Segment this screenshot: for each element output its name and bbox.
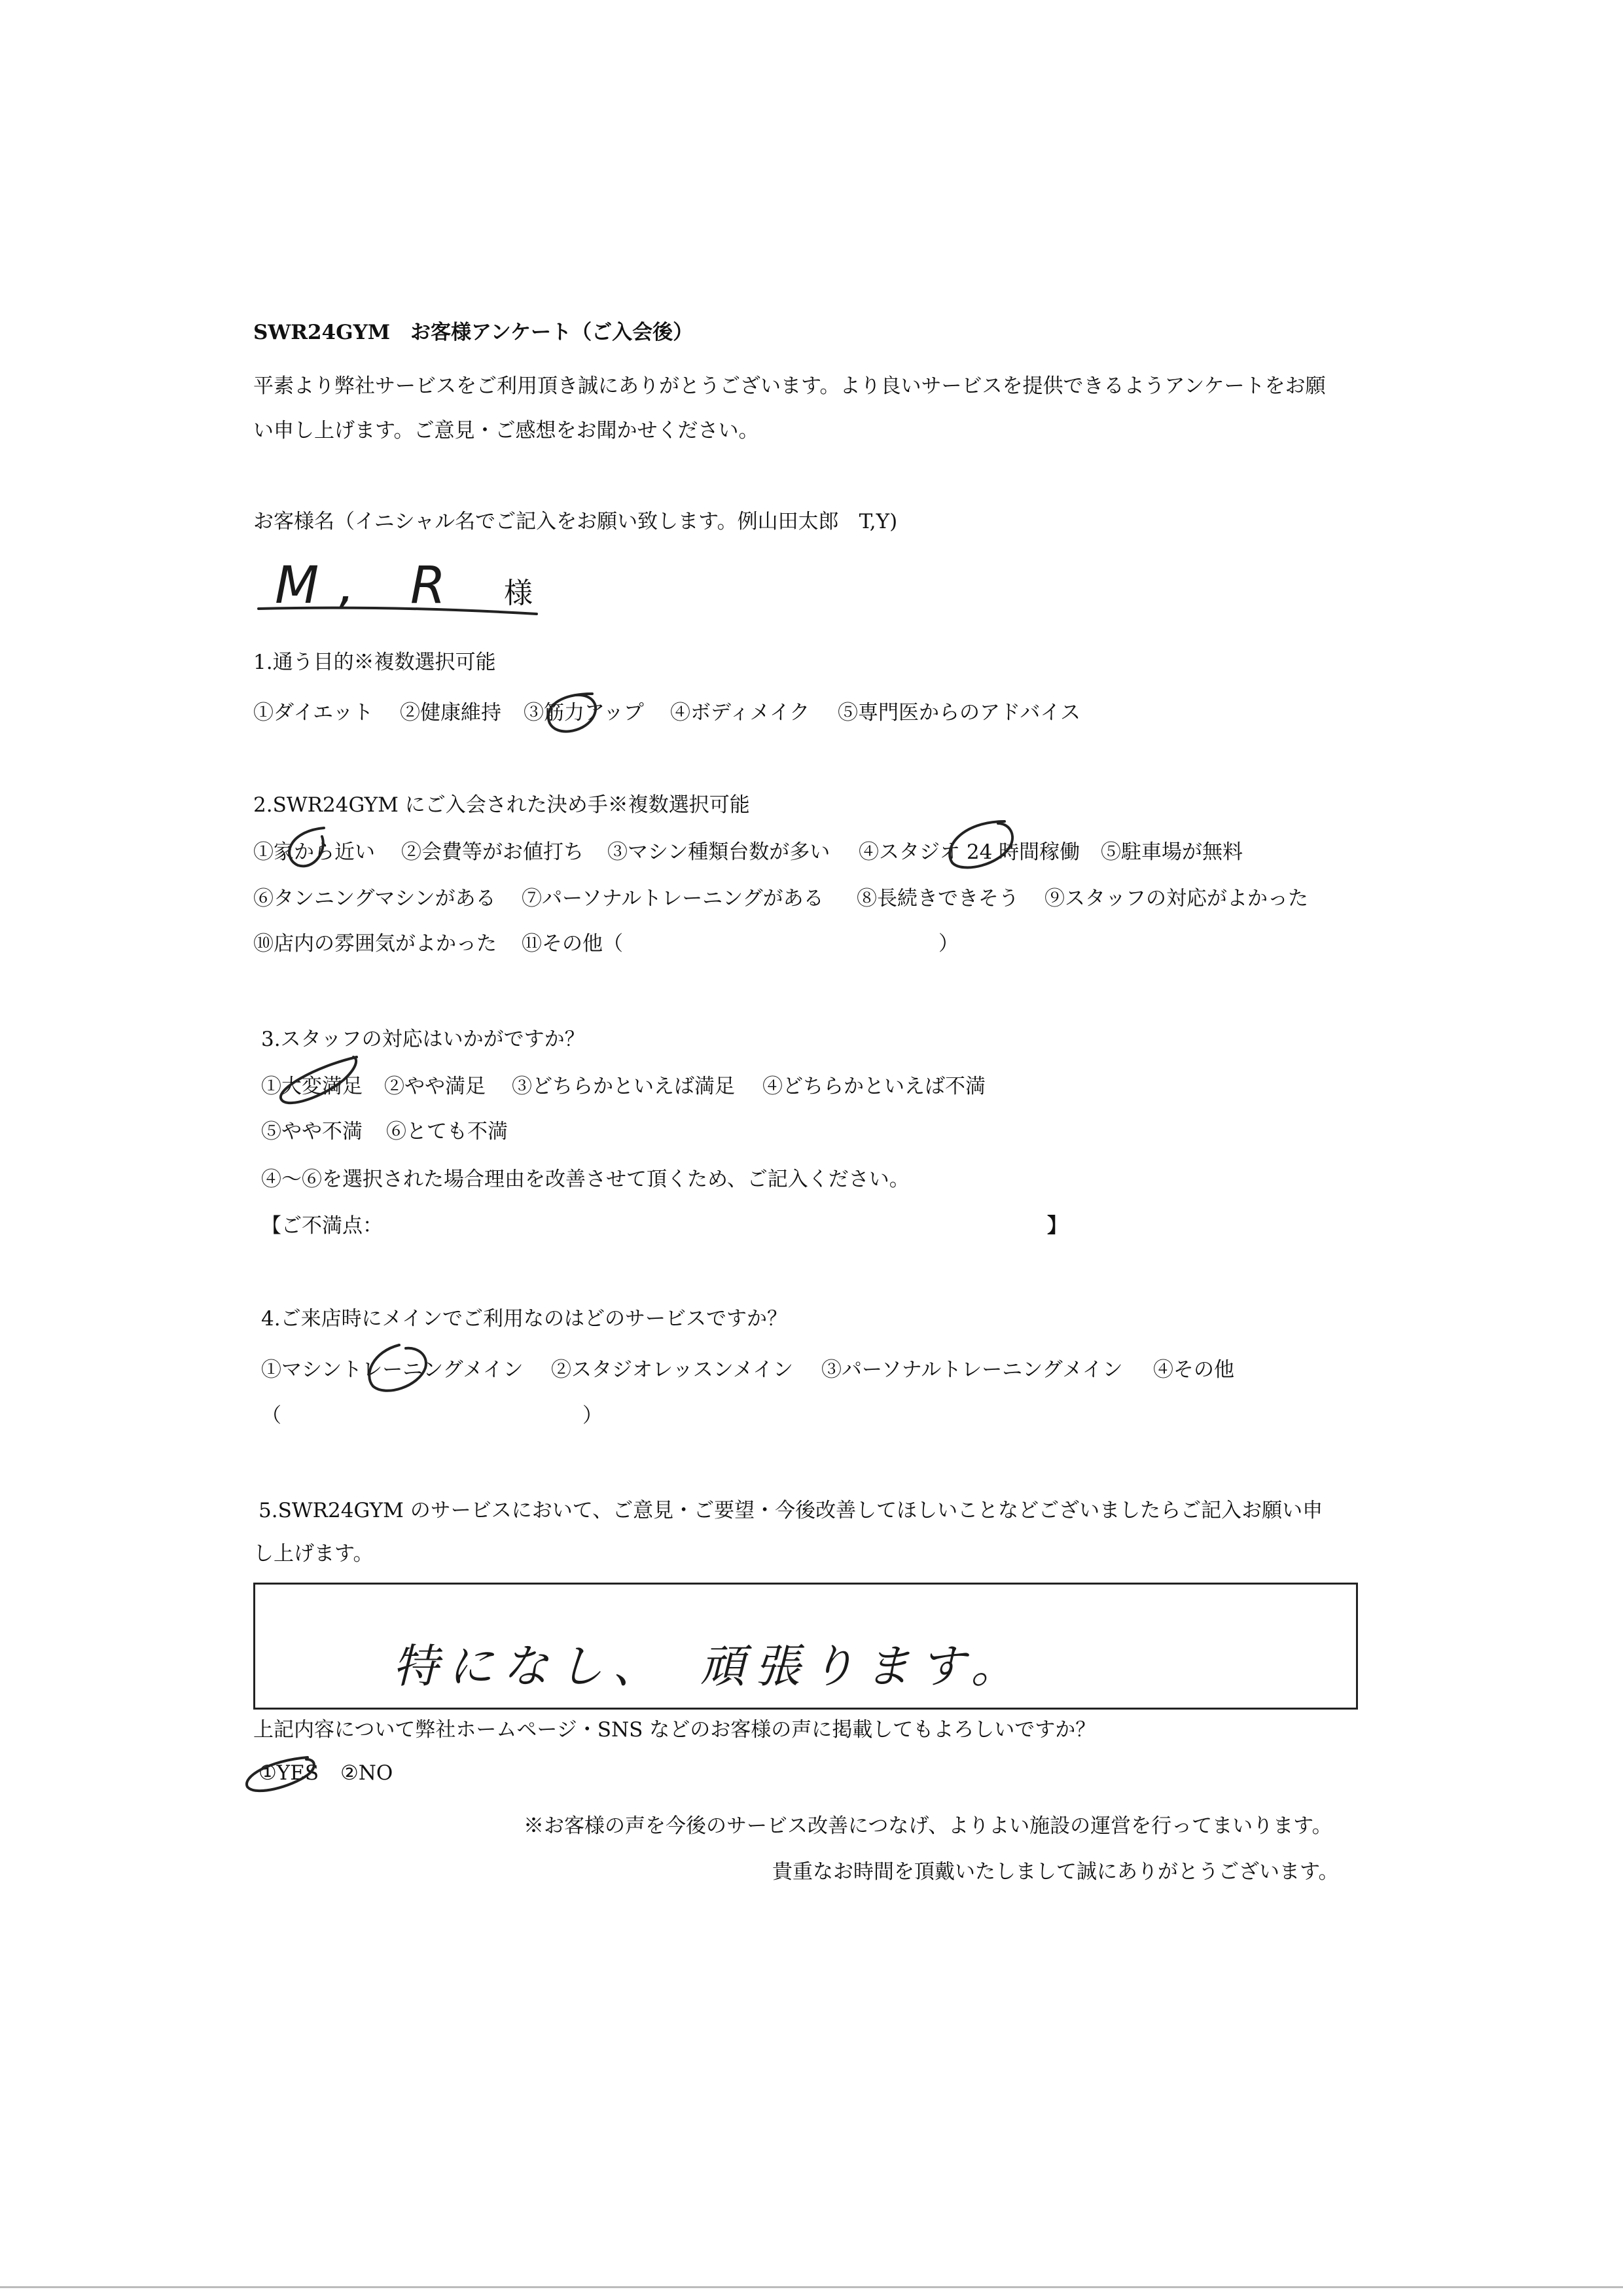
q4-paren-close: ） [582,1404,603,1427]
q2-option-3[interactable]: ③マシン種類台数が多い [607,840,830,864]
name-prompt: お客様名（イニシャル名でご記入をお願い致します。例山田太郎 T,Y) [253,510,898,533]
q2-option-8[interactable]: ⑧長続きできそう [857,887,1019,910]
q3-option-1[interactable]: ①大変満足 [261,1075,363,1098]
q2-option-5[interactable]: ⑤駐車場が無料 [1101,840,1243,864]
q1-label: 1.通う目的※複数選択可能 [253,651,496,674]
q2-option-2[interactable]: ②会費等がお値打ち [401,840,584,864]
q2-other-close: ） [938,932,959,956]
publish-question: 上記内容について弊社ホームページ・SNS などのお客様の声に掲載してもよろしいですか？ [253,1718,1096,1742]
q3-option-2[interactable]: ②やや満足 [384,1075,486,1098]
q2-option-6[interactable]: ⑥タンニングマシンがある [253,887,496,910]
q4-option-4[interactable]: ④その他 [1153,1358,1234,1382]
intro-line-1: 平素より弊社サービスをご利用頂き誠にありがとうございます。より良いサービスを提供できるようアンケートをお願 [253,374,1326,398]
q1-option-3[interactable]: ③筋力アップ [524,701,644,725]
q3-label: 3.スタッフの対応はいかがですか？ [261,1028,585,1051]
q3-complaint-label: 【ご不満点： [261,1214,383,1238]
q2-option-10[interactable]: ⑩店内の雰囲気がよかった [253,932,497,956]
publish-option-no[interactable]: ②NO [340,1761,393,1785]
name-handwritten[interactable]: M, R [275,556,466,615]
publish-option-yes[interactable]: ①YES [259,1761,319,1785]
q2-option-1[interactable]: ①家から近い [253,840,375,864]
form-title: SWR24GYM お客様アンケート（ご入会後） [253,321,694,344]
intro-line-2: い申し上げます。ご意見・ご感想をお聞かせください。 [253,419,759,442]
q2-option-4[interactable]: ④スタジオ 24 時間稼働 [859,840,1080,864]
q3-option-4[interactable]: ④どちらかといえば不満 [762,1075,986,1098]
q5-label-line-2: し上げます。 [253,1542,374,1566]
q4-option-3[interactable]: ③パーソナルトレーニングメイン [821,1358,1123,1382]
q3-complaint-close: 】 [1047,1214,1067,1238]
q2-option-7[interactable]: ⑦パーソナルトレーニングがある [522,887,824,910]
q1-option-1[interactable]: ①ダイエット [253,701,374,725]
q5-label-line-1: 5.SWR24GYM のサービスにおいて、ご意見・ご要望・今後改善してほしいことなどございましたらご記入お願い申 [259,1499,1323,1522]
q4-option-1[interactable]: ①マシントレーニングメイン [261,1358,524,1382]
q2-option-11[interactable]: ⑪その他（ [522,932,623,956]
q3-option-3[interactable]: ③どちらかといえば満足 [512,1075,735,1098]
closing-line-1: ※お客様の声を今後のサービス改善につなげ、よりよい施設の運営を行ってまいります。 [524,1814,1332,1838]
q5-answer-handwritten[interactable]: 特になし、 頑張ります。 [393,1640,1026,1693]
q4-paren-open: （ [261,1404,281,1427]
q1-option-4[interactable]: ④ボディメイク [670,701,810,725]
closing-line-2: 貴重なお時間を頂戴いたしまして誠にありがとうございます。 [772,1860,1339,1884]
q1-option-2[interactable]: ②健康維持 [400,701,501,725]
q1-option-5[interactable]: ⑤専門医からのアドバイス [838,701,1081,725]
page-bottom-edge [0,2286,1623,2288]
q3-option-5[interactable]: ⑤やや不満 [261,1120,363,1143]
name-suffix: 様 [504,577,533,610]
q2-label: 2.SWR24GYM にご入会された決め手※複数選択可能 [253,793,750,817]
q2-option-9[interactable]: ⑨スタッフの対応がよかった [1044,887,1308,910]
q3-option-6[interactable]: ⑥とても不満 [386,1120,508,1143]
q4-label: 4.ご来店時にメインでご利用なのはどのサービスですか？ [261,1307,787,1331]
q3-reason-prompt: ④～⑥を選択された場合理由を改善させて頂くため、ご記入ください。 [261,1168,910,1191]
q4-option-2[interactable]: ②スタジオレッスンメイン [551,1358,794,1382]
